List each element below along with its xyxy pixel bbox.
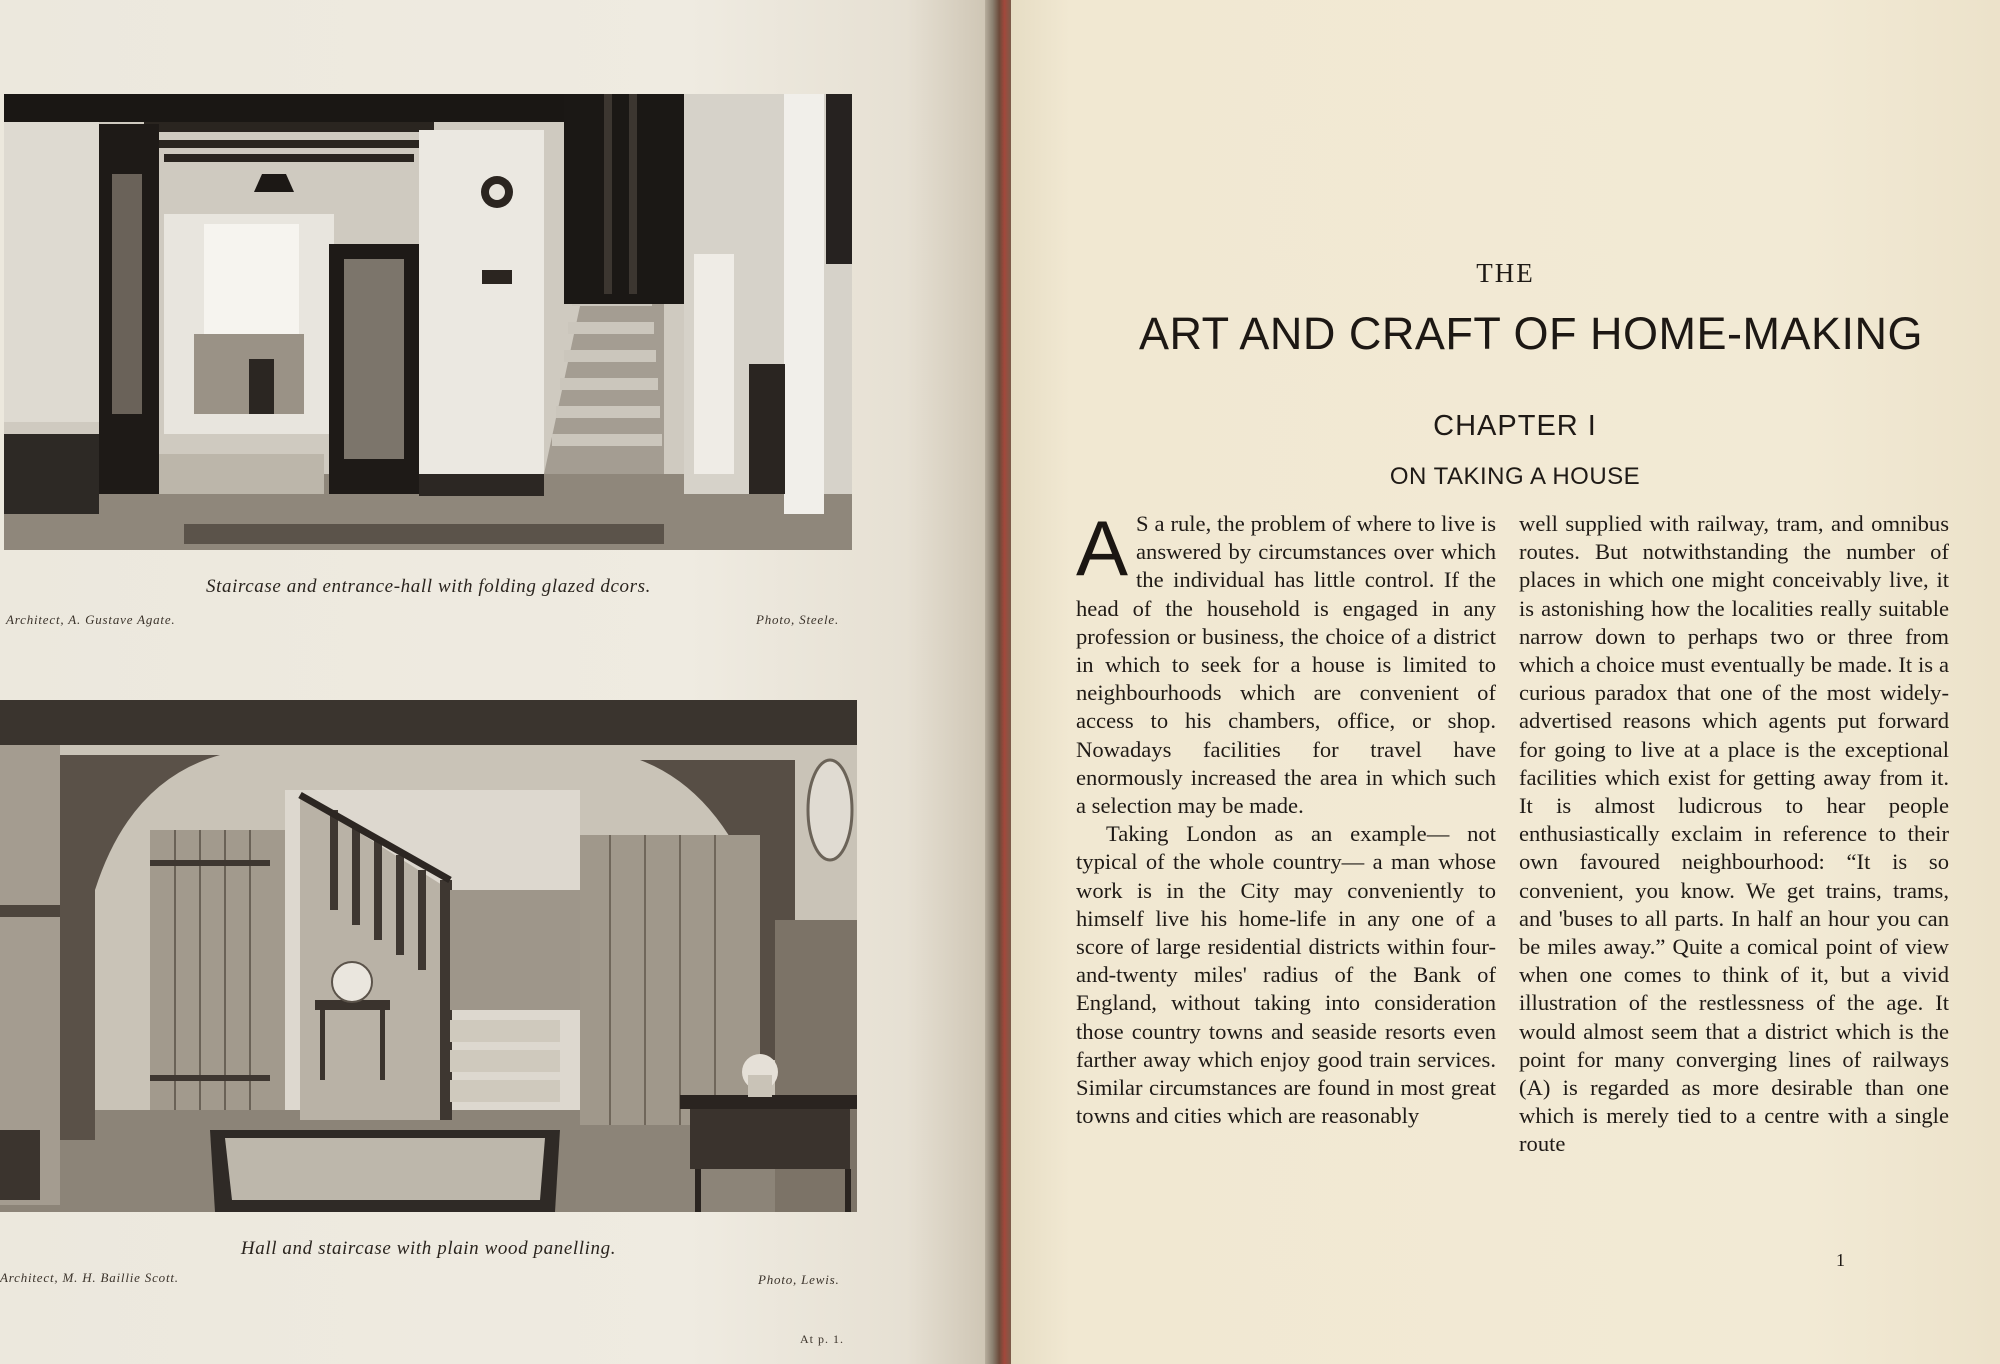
paragraph-2: Taking London as an example— not typical of the whole country— a man whose work is in the City may conveniently to himself live his home-life in any one of a score of large residential districts within four-and-twenty miles' radius of the Bank of England, without taking into consideration those country towns and seaside resorts even farther away which enjoy good train services. Similar circumstances are found in most great towns and cities which are reasonably (1076, 821, 1496, 1129)
text-column-right (1519, 510, 1949, 1250)
chapter-number: CHAPTER I (1433, 410, 1597, 442)
title-article: THE (1476, 258, 1535, 288)
paragraph-3: well supplied with railway, tram, and omnibus routes. But notwithstanding the number of places in which one might conceivably live, it is astonishing how the localities really suitable narrow down to perhaps two or three from which a choice must eventually be made. It is a curious paradox that one of the most widely-advertised reasons which agents put forward for going to live at a place is the exceptional facilities which exist for getting away from it. It is almost ludicrous to hear people enthusiastically exclaim in reference to their own favoured neighbourhood: “It is so convenient, you know. We get trains, trams, and 'buses to all parts. In half an hour you can be miles away.” Quite a comical point of view when one comes to think of it, but a vivid illustration of the restlessness of the age. It would almost seem that a district which is the point for many converging lines of railways (A) is regarded as more desirable than one which is merely tied to a centre with a single route (1519, 511, 1949, 1157)
plate-2-photo-credit: Photo, Lewis. (758, 1272, 840, 1287)
plate-page-reference: At p. 1. (800, 1332, 844, 1346)
plate-1-photo-credit: Photo, Steele. (756, 612, 840, 627)
chapter-title: ON TAKING A HOUSE (1389, 463, 1641, 490)
paragraph-1 (1076, 510, 1496, 820)
plate-2-caption: Hall and staircase with plain wood panelling. (240, 1238, 617, 1259)
plate-2-architect: Architect, M. H. Baillie Scott. (0, 1270, 179, 1285)
paragraph-1-text: S a rule, the problem of where to live is answered by circumstances over which the individual has little control. If the head of the household is engaged in any profession or business, the choice of a district in which to seek for a house is limited to neighbourhoods which are convenient of access to his chambers, office, or shop. Nowadays facilities for travel have enormously increased the area in which such a selection may be made. (1076, 511, 1496, 819)
text-column-left (1076, 510, 1496, 1250)
right-page (1011, 0, 2000, 1364)
panelled-hall-illustration (0, 700, 857, 1212)
plate-1-architect: Architect, A. Gustave Agate. (6, 612, 176, 627)
page-number: 1 (1836, 1250, 1845, 1270)
book-gutter (985, 0, 1011, 1364)
photo-wood-panelled-hall (0, 700, 857, 1212)
drop-cap: A (1076, 510, 1129, 592)
plate-1-caption: Staircase and entrance-hall with folding glazed dcors. (206, 576, 651, 597)
entrance-hall-illustration (4, 94, 852, 550)
left-page (0, 0, 985, 1364)
book-title: ART AND CRAFT OF HOME-MAKING (1138, 308, 1924, 359)
photo-entrance-hall (4, 94, 852, 550)
